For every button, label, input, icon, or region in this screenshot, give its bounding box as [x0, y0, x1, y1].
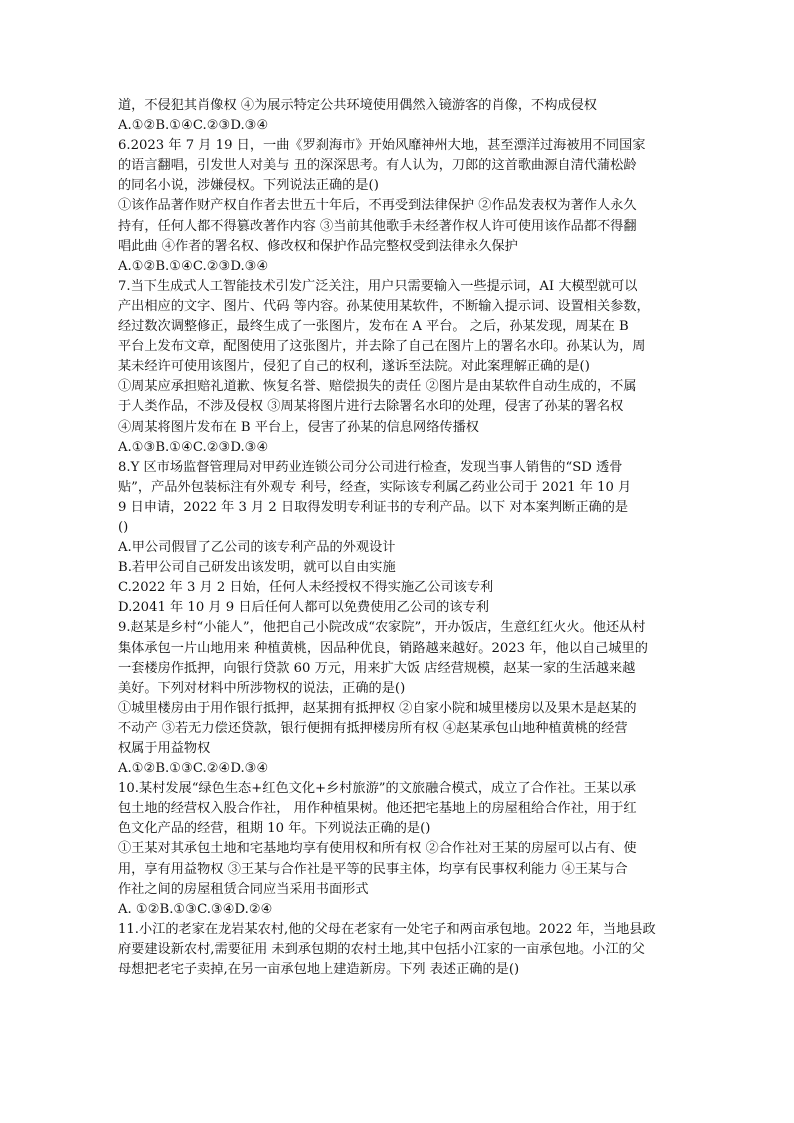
- text-line: 的同名小说，涉嫌侵权。下列说法正确的是(): [118, 178, 379, 194]
- text-line: 经过数次调整修正，最终生成了一张图片，发布在 A 平台。 之后，孙某发现，周某在 B: [118, 319, 629, 335]
- answer-options: A. ①②B.①③C.③④D.②④: [118, 901, 273, 917]
- text-line: 用，享有用益物权 ③王某与合作社是平等的民事主体，均享有民事权利能力 ④王某与合: [118, 861, 628, 877]
- text-line: 美好。下列对材料中所涉物权的说法，正确的是(): [118, 680, 406, 696]
- text-line: 府要建设新农村,需要征用 未到承包期的农村土地,其中包括小江家的一亩承包地。小江的父: [118, 941, 645, 957]
- text-line: 产出相应的文字、图片、代码 等内容。孙某使用某软件，不断输入提示词、设置相关参数，: [118, 298, 650, 314]
- text-line: 母想把老宅子卖掉,在另一亩承包地上建造新房。下列 表述正确的是(): [118, 962, 520, 978]
- text-line: ①该作品著作财产权自作者去世五十年后，不再受到法律保护 ②作品发表权为著作人永久: [118, 198, 637, 214]
- question-11-line: 11.小江的老家在龙岩某农村,他的父母在老家有一处宅子和两亩承包地。2022 年，当地县政: [118, 921, 656, 937]
- option-c: C.2022 年 3 月 2 日始，任何人未经授权不得实施乙公司该专利: [118, 580, 494, 596]
- option-b: B.若甲公司自己研发出该发明，就可以自由实施: [118, 560, 396, 576]
- text-line: 包土地的经营权入股合作社， 用作种植果树。他还把宅基地上的房屋租给合作社，用于红: [118, 801, 637, 817]
- text-line: 9 日申请，2022 年 3 月 2 日取得发明专利证书的专利产品。以下 对本案判断正确的是: [118, 499, 629, 515]
- text-line: 一套楼房作抵押，向银行贷款 60 万元，用来扩大饭 店经营规模，赵某一家的生活越来越: [118, 660, 636, 676]
- text-line: 道，不侵犯其肖像权 ④为展示特定公共环境使用偶然入镜游客的肖像，不构成侵权: [118, 98, 597, 113]
- document-page: [118, 96, 680, 980]
- question-7-line: 7.当下生成式人工智能技术引发广泛关注，用户只需要输入一些提示词，AI 大模型就可以: [118, 278, 638, 294]
- answer-options: A.①②B.①④C.②③D.③④: [118, 118, 269, 134]
- option-a: A.甲公司假冒了乙公司的该专利产品的外观设计: [118, 540, 396, 556]
- question-9-line: 9.赵某是乡村“小能人”，他把自己小院改成“农家院”，开办饭店，生意红红火火。他还从村: [118, 620, 646, 636]
- question-6-line: 6.2023 年 7 月 19 日，一曲《罗刹海市》开始风靡神州大地，甚至漂洋过海被用不同国家: [118, 138, 646, 154]
- text-line: 平台上发布文章，配图使用了这张图片，并去除了自己在图片上的署名水印。孙某认为，周: [118, 339, 646, 355]
- text-line: 于人类作品，不涉及侵权 ③周某将图片进行去除署名水印的处理，侵害了孙某的署名权: [118, 399, 624, 415]
- text-line: 的语言翻唱，引发世人对美与 丑的深深思考。有人认为，刀郎的这首歌曲源自清代蒲松龄: [118, 158, 637, 174]
- text-line: 集体承包一片山地用来 种植黄桃，因品种优良，销路越来越好。2023 年，他以自己城里的: [118, 640, 648, 656]
- text-line: 不动产 ③若无力偿还贷款，银行便拥有抵押楼房所有权 ④赵某承包山地种植黄桃的经营: [118, 720, 628, 736]
- text-line: 权属于用益物权: [118, 741, 211, 756]
- text-line: ①城里楼房由于用作银行抵押，赵某拥有抵押权 ②自家小院和城里楼房以及果木是赵某的: [118, 700, 637, 716]
- text-line: 唱此曲 ④作者的署名权、修改权和保护作品完整权受到法律永久保护: [118, 238, 518, 254]
- text-line: 某未经许可使用该图片，侵犯了自己的权利，遂诉至法院。对此案理解正确的是(): [118, 359, 590, 375]
- text-line: 贴”，产品外包装标注有外观专 利号，经查，实际该专利属乙药业公司于 2021 年 10 月: [118, 479, 632, 495]
- question-8-line: 8.Y 区市场监督管理局对甲药业连锁公司分公司进行检查，发现当事人销售的“SD 透骨: [118, 459, 623, 475]
- answer-options: A.①②B.①③C.②④D.③④: [118, 761, 269, 777]
- text-line: (): [118, 519, 129, 535]
- text-line: ①王某对其承包土地和宅基地均享有使用权和所有权 ②合作社对王某的房屋可以占有、使: [118, 841, 637, 857]
- text-line: 作社之间的房屋租赁合同应当采用书面形式: [118, 881, 369, 897]
- text-line: 色文化产品的经营，租期 10 年。下列说法正确的是(): [118, 821, 431, 837]
- text-line: 持有，任何人都不得篡改著作内容 ③当前其他歌手未经著作权人许可使用该作品都不得翻: [118, 218, 637, 234]
- answer-options: A.①②B.①④C.②③D.③④: [118, 258, 269, 274]
- text-line: ①周某应承担赔礼道歉、恢复名誉、赔偿损失的责任 ②图片是由某软件自动生成的，不属: [118, 379, 637, 395]
- answer-options: A.①③B.①④C.②③D.③④: [118, 439, 269, 455]
- question-10-line: 10.某村发展“绿色生态+红色文化+乡村旅游”的文旅融合模式，成立了合作社。王某以承: [118, 781, 637, 797]
- text-line: ④周某将图片发布在 B 平台上，侵害了孙某的信息网络传播权: [118, 419, 479, 435]
- option-d: D.2041 年 10 月 9 日后任何人都可以免费使用乙公司的该专利: [118, 600, 489, 616]
